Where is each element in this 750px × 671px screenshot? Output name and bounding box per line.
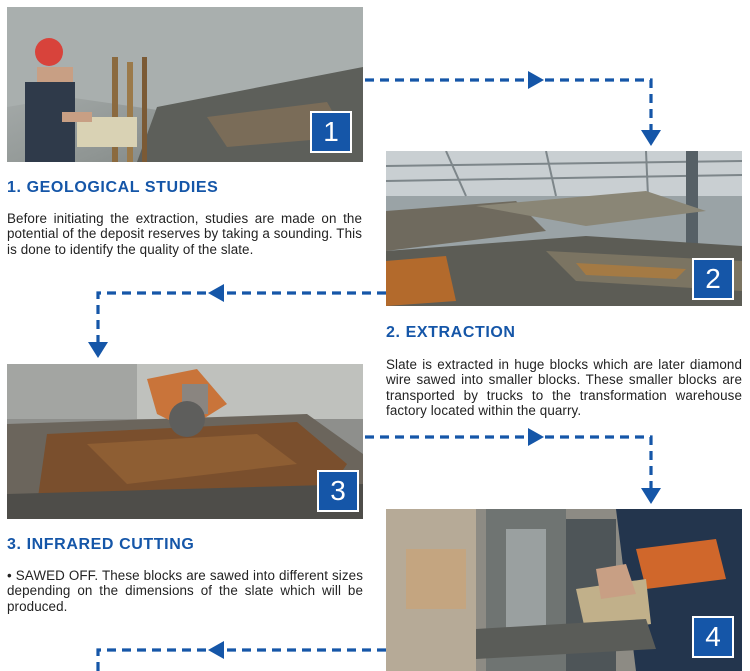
arrow-left-icon (208, 284, 224, 302)
arrow-right-icon (528, 71, 544, 89)
step-3-badge: 3 (317, 470, 359, 512)
step-3-title: 3. INFRARED CUTTING (7, 536, 195, 553)
step-3-description: • SAWED OFF. These blocks are sawed into different sizes depending on the dimensions of the slate which will be produced. (7, 568, 363, 614)
step-1-badge: 1 (310, 111, 352, 153)
arrow-left-icon (208, 641, 224, 659)
step-3-photo (7, 364, 363, 519)
step-1-photo (7, 7, 363, 162)
arrow-down-icon (641, 130, 661, 146)
step-2-title: 2. EXTRACTION (386, 324, 516, 341)
step-2-description: Slate is extracted in huge blocks which are later diamond wire sawed into smaller blocks. These smaller blocks are transported by trucks to the transformation warehouse factory located within the quarry. (386, 357, 742, 418)
step-1-description: Before initiating the extraction, studies are made on the potential of the deposit reserves by taking a sounding. This is done to identify the quality of the slate. (7, 211, 362, 257)
step-2-photo (386, 151, 742, 306)
step-4-photo (386, 509, 742, 671)
step-2-badge: 2 (692, 258, 734, 300)
step-4-badge: 4 (692, 616, 734, 658)
arrow-right-icon (528, 428, 544, 446)
step-1-title: 1. GEOLOGICAL STUDIES (7, 179, 219, 196)
arrow-down-icon (641, 488, 661, 504)
arrow-down-icon (88, 342, 108, 358)
